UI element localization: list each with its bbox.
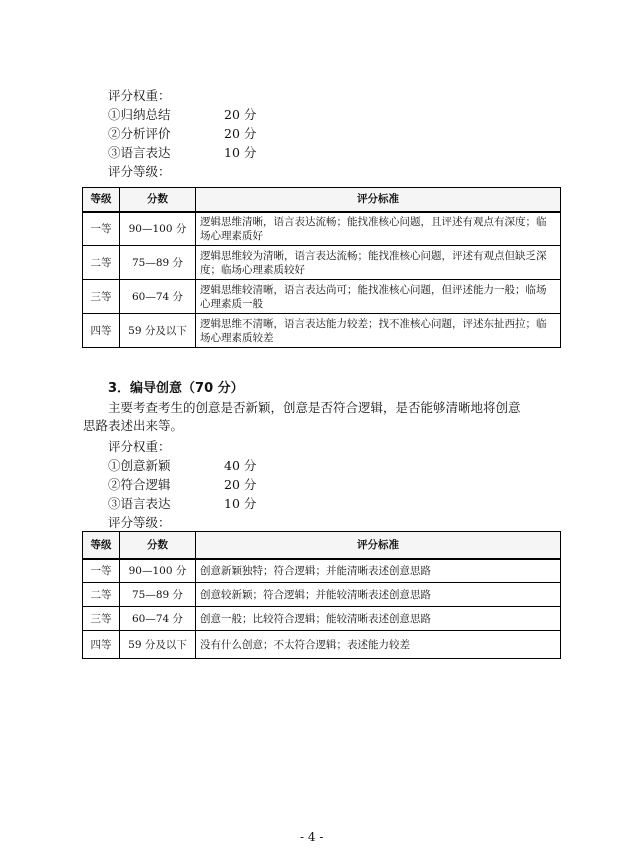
grade-level: 二等 (83, 246, 120, 280)
weight-label: ③语言表达 (108, 496, 171, 511)
grade-score: 59 分及以下 (120, 631, 196, 659)
weight-value: 10 分 (224, 496, 257, 511)
table-header-row (83, 188, 561, 212)
table-row (83, 212, 561, 246)
grade-level: 一等 (83, 559, 120, 583)
grade-level: 一等 (83, 212, 120, 246)
header-score: 分数 (120, 188, 196, 212)
weight-item (108, 496, 257, 512)
table-row (83, 280, 561, 314)
section-description: 主要考查考生的创意是否新颖，创意是否符合逻辑，是否能够清晰地将创意思路表述出来等。 (83, 400, 521, 433)
grade-score: 75—89 分 (120, 246, 196, 280)
grade-criteria: 创意一般；比较符合逻辑；能较清晰表述创意思路 (196, 607, 561, 631)
grade-criteria: 逻辑思维较清晰，语言表达尚可；能找准核心问题，但评述能力一般；临场心理素质一般 (196, 280, 561, 314)
table-header-row (83, 532, 561, 559)
weight-item (108, 458, 257, 474)
grade-score: 60—74 分 (120, 280, 196, 314)
grade-criteria: 逻辑思维清晰，语言表达流畅；能找准核心问题，且评述有观点有深度；临场心理素质好 (196, 212, 561, 246)
weight-item (108, 477, 257, 493)
grade-criteria: 逻辑思维较为清晰，语言表达流畅；能找准核心问题，评述有观点但缺乏深度；临场心理素质较好 (196, 246, 561, 280)
weights-heading: 评分权重： (108, 88, 171, 103)
header-score: 分数 (120, 532, 196, 559)
grade-score: 75—89 分 (120, 583, 196, 607)
table-row (83, 583, 561, 607)
grade-score: 59 分及以下 (120, 314, 196, 348)
section-title: 3．编导创意（70 分） (108, 381, 244, 396)
grade-criteria: 逻辑思维不清晰，语言表达能力较差；找不准核心问题，评述东扯西拉；临场心理素质较差 (196, 314, 561, 348)
weight-value: 10 分 (224, 145, 257, 160)
grade-score: 90—100 分 (120, 212, 196, 246)
weight-label: ②符合逻辑 (108, 477, 171, 492)
header-criteria: 评分标准 (196, 188, 561, 212)
weight-label: ①创意新颖 (108, 458, 171, 473)
weight-item (108, 145, 257, 161)
grade-criteria: 没有什么创意；不太符合逻辑；表述能力较差 (196, 631, 561, 659)
page-number: - 4 - (300, 830, 324, 844)
grade-level: 三等 (83, 280, 120, 314)
weight-item (108, 126, 257, 142)
grade-criteria: 创意新颖独特；符合逻辑；并能清晰表述创意思路 (196, 559, 561, 583)
grade-level: 三等 (83, 607, 120, 631)
weight-value: 20 分 (224, 107, 257, 122)
table-row (83, 607, 561, 631)
header-level: 等级 (83, 188, 120, 212)
grade-score: 90—100 分 (120, 559, 196, 583)
grade-criteria: 创意较新颖；符合逻辑；并能较清晰表述创意思路 (196, 583, 561, 607)
weights-heading: 评分权重： (108, 439, 171, 454)
weight-label: ③语言表达 (108, 145, 171, 160)
header-criteria: 评分标准 (196, 532, 561, 559)
weight-value: 20 分 (224, 126, 257, 141)
weight-value: 20 分 (224, 477, 257, 492)
grade-level: 二等 (83, 583, 120, 607)
table-row (83, 314, 561, 348)
weight-item (108, 107, 257, 123)
grades-heading: 评分等级： (108, 164, 171, 179)
table-row (83, 246, 561, 280)
weight-label: ①归纳总结 (108, 107, 171, 122)
grade-level: 四等 (83, 314, 120, 348)
grading-table (82, 187, 561, 348)
grading-table (82, 531, 561, 659)
weight-label: ②分析评价 (108, 126, 171, 141)
grade-level: 四等 (83, 631, 120, 659)
table-row (83, 559, 561, 583)
grades-heading: 评分等级： (108, 515, 171, 530)
header-level: 等级 (83, 532, 120, 559)
weight-value: 40 分 (224, 458, 257, 473)
grade-score: 60—74 分 (120, 607, 196, 631)
table-row (83, 631, 561, 659)
